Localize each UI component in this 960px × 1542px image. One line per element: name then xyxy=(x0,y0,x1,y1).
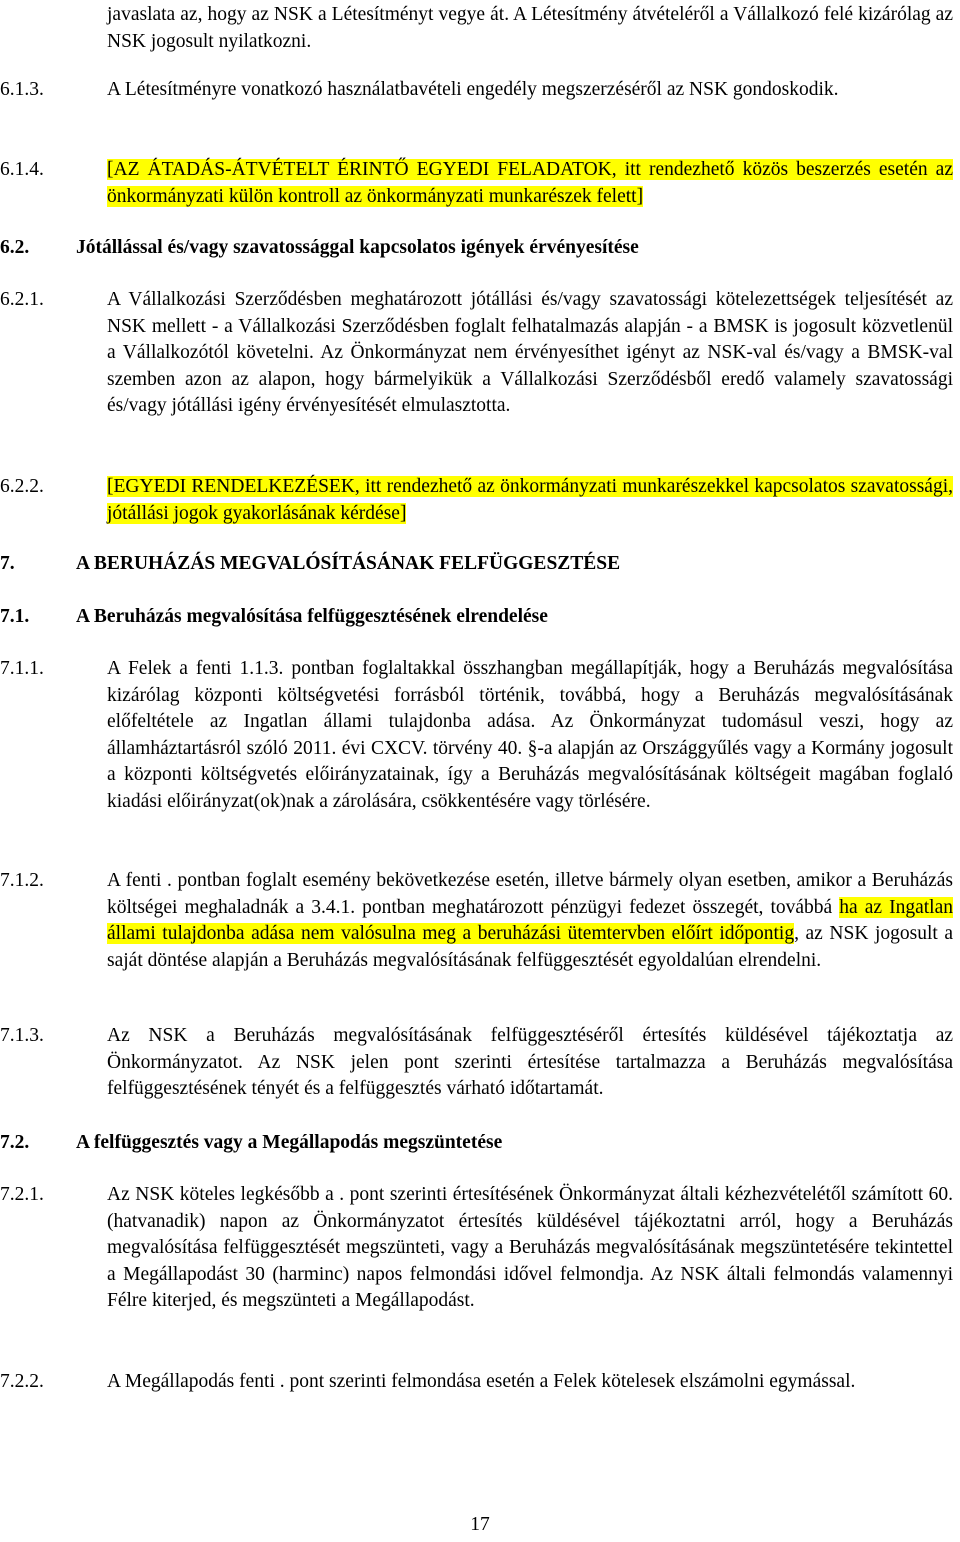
paragraph-text: Az NSK a Beruházás megvalósításának felfüggesztéséről értesítés küldésével tájékoztatja az Önkormányzatot. Az NSK jelen pont szerinti értesítése tartalmazza a Beruházás megvalósítása felfüggesztésének tényét és a felfüggesztés várható időtartamát. xyxy=(107,1025,953,1099)
paragraph-number: 7.1.1. xyxy=(0,658,44,679)
paragraph-indent xyxy=(0,2,107,55)
highlighted-text: [AZ ÁTADÁS-ÁTVÉTELT ÉRINTŐ EGYEDI FELADATOK, itt rendezhető közös beszerzés esetén az önkormányzati külön kontroll az önkormányzati munkarészek felett] xyxy=(107,159,953,207)
paragraph-text: A Megállapodás fenti . pont szerinti felmondása esetén a Felek kötelesek elszámolni egymással. xyxy=(107,1371,856,1392)
highlighted-text: ha az Ingatlan állami tulajdonba adása nem valósulna meg a beruházási ütemtervben előírt időpontig xyxy=(107,896,954,944)
paragraph-number: 6.1.4. xyxy=(0,159,44,180)
section-number: 7.1. xyxy=(0,606,30,627)
paragraph-6-1-3 xyxy=(0,77,960,104)
section-title: A BERUHÁZÁS MEGVALÓSÍTÁSÁNAK FELFÜGGESZTÉSE xyxy=(76,553,621,574)
paragraph-6-2-2 xyxy=(0,474,960,527)
paragraph-6-2-1 xyxy=(0,287,960,420)
section-heading-6-2 xyxy=(0,235,960,262)
highlighted-text: [EGYEDI RENDELKEZÉSEK, itt rendezhető az önkormányzati munkarészekkel kapcsolatos szavatossági, jótállási jogok gyakorlásának kérdése] xyxy=(107,476,953,524)
section-heading-7-2 xyxy=(0,1130,960,1157)
paragraph-6-1-4 xyxy=(0,157,960,210)
paragraph-7-2-2 xyxy=(0,1369,960,1396)
paragraph-7-2-1 xyxy=(0,1182,960,1315)
paragraph-text: javaslata az, hogy az NSK a Létesítményt vegye át. A Létesítmény átvételéről a Vállalkozó felé kizárólag az NSK jogosult nyilatkozni. xyxy=(107,4,953,52)
paragraph-text: A Létesítményre vonatkozó használatbavételi engedély megszerzéséről az NSK gondoskodik. xyxy=(107,79,839,100)
paragraph-text: Az NSK köteles legkésőbb a . pont szerinti értesítésének Önkormányzat általi kézhezvételétől számított 60. (hatvanadik) napon az Önkormányzatot értesítés küldésével tájékoztatni arról, hogy a Beruházás megvalósítása felfüggesztését megszünteti, vagy a Beruházás megvalósításának megszüntetésére tekintettel a Megállapodást 30 (harminc) napos felmondási idővel felmondja. Az NSK általi felmondás valamennyi Félre kiterjed, és megszünteti a Megállapodást. xyxy=(107,1184,953,1311)
paragraph-text: A fenti . pontban foglalt esemény bekövetkezése esetén, illetve bármely olyan esetben, amikor a Beruházás költségei meghaladnák a 3.4.1. pontban meghatározott pénzügyi fedezet összegét, továbbá xyxy=(107,870,953,918)
paragraph-text: A Felek a fenti 1.1.3. pontban foglaltakkal összhangban megállapítják, hogy a Beruházás megvalósítása kizárólag központi költségvetési forrásból történik, továbbá, hogy a Beruházás megvalósításának előfeltétele az Ingatlan állami tulajdonba adása. Az Önkormányzat tudomásul veszi, hogy az államháztartásról szóló 2011. évi CXCV. törvény 40. §-a alapján az Országgyűlés vagy a Kormány jogosult a központi költségvetés előirányzatainak, így a Beruházás megvalósításának költségeit magában foglaló kiadási előirányzat(ok)nak a zárolására, csökkentésére vagy törlésére. xyxy=(107,658,953,812)
paragraph-number: 6.2.1. xyxy=(0,289,44,310)
paragraph-number: 6.1.3. xyxy=(0,79,44,100)
paragraph-number: 7.2.1. xyxy=(0,1184,44,1205)
section-title: A Beruházás megvalósítása felfüggesztésének elrendelése xyxy=(76,606,548,627)
section-number: 7.2. xyxy=(0,1132,30,1153)
section-number: 7. xyxy=(0,553,15,574)
paragraph-7-1-3 xyxy=(0,1023,960,1103)
paragraph-text: A Vállalkozási Szerződésben meghatározott jótállási és/vagy szavatossági kötelezettségek teljesítését az NSK mellett - a Vállalkozási Szerződésben foglalt felhatalmazás alapján - a BMSK is jogosult közvetlenül a Vállalkozótól követelni. Az Önkormányzat nem érvényesíthet igényt az NSK-val és/vagy a BMSK-val szemben azon az alapon, hogy bármelyikük a Vállalkozási Szerződésből eredő valamely szavatossági és/vagy jótállási igény érvényesítését elmulasztotta. xyxy=(107,289,953,416)
section-number: 6.2. xyxy=(0,237,30,258)
paragraph-7-1-1 xyxy=(0,656,960,815)
section-title: Jótállással és/vagy szavatossággal kapcsolatos igények érvényesítése xyxy=(76,237,639,258)
paragraph-7-1-2 xyxy=(0,868,960,974)
paragraph-continuation xyxy=(0,2,960,55)
section-heading-7-1 xyxy=(0,604,960,631)
paragraph-number: 7.2.2. xyxy=(0,1371,44,1392)
paragraph-text: , az NSK jogosult a saját döntése alapján a Beruházás megvalósításának felfüggesztését egyoldalúan elrendelni. xyxy=(107,923,953,971)
section-title: A felfüggesztés vagy a Megállapodás megszüntetése xyxy=(76,1132,503,1153)
paragraph-number: 7.1.2. xyxy=(0,870,44,891)
section-heading-7 xyxy=(0,551,960,578)
paragraph-number: 6.2.2. xyxy=(0,476,44,497)
paragraph-number: 7.1.3. xyxy=(0,1025,44,1046)
page-number: 17 xyxy=(470,1514,490,1535)
